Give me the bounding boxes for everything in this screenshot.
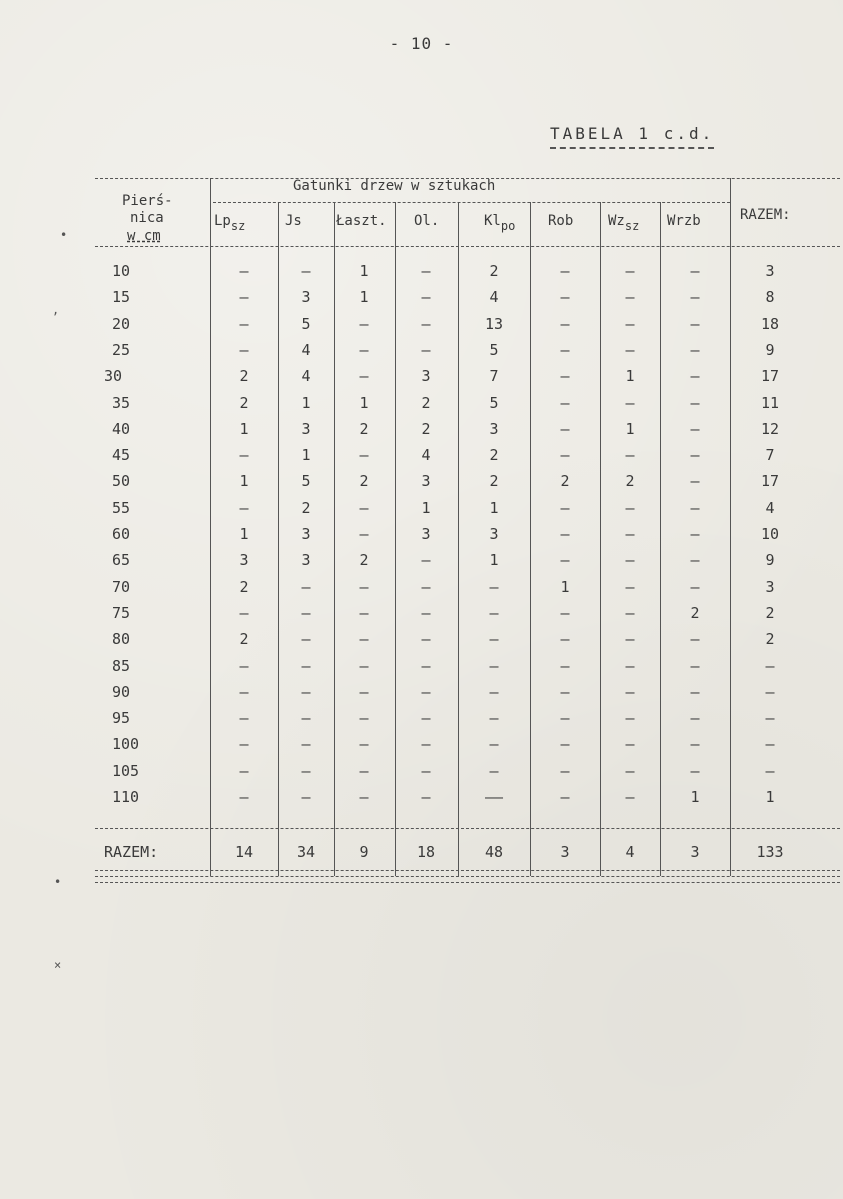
- count-cell: –: [690, 578, 700, 596]
- count-cell: 2: [625, 472, 635, 490]
- count-cell: –: [560, 288, 570, 306]
- count-cell: 3: [301, 551, 311, 569]
- count-cell: 2: [690, 604, 700, 622]
- count-cell: 1: [301, 446, 311, 464]
- count-cell: 1: [239, 420, 249, 438]
- diameter-cell: 105: [112, 762, 140, 780]
- count-cell: –: [560, 315, 570, 333]
- row-total-cell: 1: [765, 788, 775, 806]
- count-cell: –: [359, 367, 369, 385]
- count-cell: 3: [489, 525, 499, 543]
- count-cell: 2: [489, 472, 499, 490]
- count-cell: –: [560, 709, 570, 727]
- diameter-cell: 45: [112, 446, 131, 464]
- species-header: Js: [285, 213, 302, 229]
- count-cell: –: [489, 657, 499, 675]
- count-cell: –: [625, 630, 635, 648]
- count-cell: –: [301, 262, 311, 280]
- count-cell: ––: [484, 788, 504, 806]
- count-cell: –: [359, 709, 369, 727]
- count-cell: –: [421, 762, 431, 780]
- count-cell: –: [625, 604, 635, 622]
- count-cell: 1: [560, 578, 570, 596]
- count-cell: –: [239, 262, 249, 280]
- count-cell: –: [239, 288, 249, 306]
- count-cell: 1: [359, 262, 369, 280]
- count-cell: –: [625, 683, 635, 701]
- count-cell: –: [359, 762, 369, 780]
- margin-mark: ‚: [52, 303, 60, 317]
- diameter-cell: 25: [112, 341, 131, 359]
- count-cell: 4: [301, 367, 311, 385]
- count-cell: –: [239, 683, 249, 701]
- count-cell: –: [560, 762, 570, 780]
- count-cell: –: [239, 446, 249, 464]
- count-cell: –: [359, 578, 369, 596]
- count-cell: 5: [489, 394, 499, 412]
- species-header: Rob: [548, 213, 574, 229]
- count-cell: –: [560, 551, 570, 569]
- count-cell: –: [690, 446, 700, 464]
- diameter-header-line-3: w cm: [127, 228, 161, 244]
- count-cell: –: [690, 735, 700, 753]
- count-cell: –: [690, 709, 700, 727]
- diameter-cell: 55: [112, 499, 131, 517]
- count-cell: –: [690, 367, 700, 385]
- count-cell: –: [560, 367, 570, 385]
- count-cell: 2: [239, 578, 249, 596]
- count-cell: –: [359, 604, 369, 622]
- col-divider: [458, 202, 459, 876]
- count-cell: –: [489, 683, 499, 701]
- diameter-cell: 110: [112, 788, 140, 806]
- count-cell: –: [359, 735, 369, 753]
- count-cell: –: [560, 788, 570, 806]
- diameter-header-line-2: nica: [130, 210, 164, 226]
- count-cell: 3: [421, 472, 431, 490]
- count-cell: –: [625, 709, 635, 727]
- row-total-cell: 3: [765, 578, 775, 596]
- count-cell: –: [421, 341, 431, 359]
- count-cell: –: [560, 499, 570, 517]
- col-divider: [395, 202, 396, 876]
- count-cell: –: [421, 657, 431, 675]
- count-cell: –: [560, 630, 570, 648]
- count-cell: –: [359, 657, 369, 675]
- table-bottom-border-3: [95, 882, 840, 883]
- diameter-cell: 40: [112, 420, 131, 438]
- count-cell: –: [690, 394, 700, 412]
- count-cell: –: [690, 630, 700, 648]
- row-total-cell: 10: [760, 525, 780, 543]
- margin-mark: ×: [54, 958, 62, 972]
- row-total-cell: –: [765, 683, 775, 701]
- count-cell: 2: [489, 262, 499, 280]
- count-cell: –: [625, 525, 635, 543]
- count-cell: –: [489, 578, 499, 596]
- count-cell: –: [421, 735, 431, 753]
- row-total-cell: 4: [765, 499, 775, 517]
- count-cell: –: [625, 735, 635, 753]
- column-total-cell: 3: [560, 843, 570, 861]
- count-cell: 2: [489, 446, 499, 464]
- count-cell: 1: [421, 499, 431, 517]
- diameter-cell: 95: [112, 709, 131, 727]
- count-cell: –: [301, 788, 311, 806]
- count-cell: 2: [239, 630, 249, 648]
- count-cell: –: [359, 341, 369, 359]
- diameter-cell: 30: [104, 367, 123, 385]
- row-total-cell: 7: [765, 446, 775, 464]
- count-cell: –: [239, 499, 249, 517]
- species-header: Wrzb: [667, 213, 701, 229]
- count-cell: 13: [484, 315, 504, 333]
- diameter-cell: 70: [112, 578, 131, 596]
- totals-label: RAZEM:: [104, 843, 159, 861]
- count-cell: –: [625, 657, 635, 675]
- count-cell: –: [301, 630, 311, 648]
- count-cell: –: [560, 341, 570, 359]
- row-total-cell: 2: [765, 604, 775, 622]
- count-cell: –: [421, 578, 431, 596]
- diameter-cell: 60: [112, 525, 131, 543]
- count-cell: 3: [301, 525, 311, 543]
- count-cell: –: [690, 262, 700, 280]
- diameter-cell: 50: [112, 472, 131, 490]
- count-cell: –: [625, 288, 635, 306]
- count-cell: 1: [489, 499, 499, 517]
- header-bottom-border: [95, 246, 840, 247]
- count-cell: 3: [489, 420, 499, 438]
- species-header: Lpsz: [214, 213, 246, 233]
- table-bottom-border: [95, 870, 840, 871]
- count-cell: –: [625, 578, 635, 596]
- column-total-cell: 9: [359, 843, 369, 861]
- count-cell: –: [489, 604, 499, 622]
- count-cell: –: [239, 709, 249, 727]
- count-cell: –: [421, 551, 431, 569]
- species-header-line: [213, 202, 730, 203]
- count-cell: 1: [359, 288, 369, 306]
- count-cell: 3: [421, 367, 431, 385]
- count-cell: 1: [625, 420, 635, 438]
- row-total-cell: 2: [765, 630, 775, 648]
- count-cell: –: [690, 288, 700, 306]
- count-cell: –: [625, 446, 635, 464]
- col-divider: [600, 202, 601, 876]
- count-cell: –: [239, 315, 249, 333]
- count-cell: –: [301, 657, 311, 675]
- count-cell: 1: [690, 788, 700, 806]
- diameter-cell: 15: [112, 288, 131, 306]
- count-cell: 2: [421, 420, 431, 438]
- species-header: Klpo: [484, 213, 516, 233]
- col-divider: [278, 202, 279, 876]
- count-cell: 3: [421, 525, 431, 543]
- count-cell: 2: [359, 551, 369, 569]
- count-cell: –: [560, 262, 570, 280]
- column-total-cell: 48: [484, 843, 504, 861]
- row-total-cell: 8: [765, 288, 775, 306]
- col-divider: [210, 178, 211, 876]
- diameter-cell: 10: [112, 262, 131, 280]
- count-cell: –: [560, 604, 570, 622]
- count-cell: –: [421, 288, 431, 306]
- count-cell: –: [301, 683, 311, 701]
- count-cell: 1: [239, 472, 249, 490]
- species-group-title: Gatunki drzew w sztukach: [293, 178, 496, 194]
- diameter-cell: 65: [112, 551, 131, 569]
- count-cell: –: [421, 262, 431, 280]
- count-cell: –: [690, 525, 700, 543]
- diameter-cell: 75: [112, 604, 131, 622]
- species-header: Łaszt.: [336, 213, 387, 229]
- row-total-cell: 12: [760, 420, 780, 438]
- count-cell: –: [625, 551, 635, 569]
- count-cell: –: [239, 604, 249, 622]
- count-cell: –: [359, 630, 369, 648]
- count-cell: –: [690, 341, 700, 359]
- count-cell: –: [239, 788, 249, 806]
- count-cell: –: [239, 657, 249, 675]
- count-cell: –: [560, 657, 570, 675]
- count-cell: –: [239, 762, 249, 780]
- row-total-cell: 17: [760, 472, 780, 490]
- margin-mark: •: [54, 875, 62, 889]
- col-divider: [660, 202, 661, 876]
- col-divider: [730, 178, 731, 876]
- count-cell: –: [359, 683, 369, 701]
- count-cell: –: [359, 788, 369, 806]
- count-cell: –: [421, 788, 431, 806]
- row-total-cell: –: [765, 735, 775, 753]
- count-cell: –: [690, 315, 700, 333]
- count-cell: 5: [301, 472, 311, 490]
- count-cell: 1: [239, 525, 249, 543]
- count-cell: –: [301, 578, 311, 596]
- row-total-cell: 11: [760, 394, 780, 412]
- count-cell: –: [301, 604, 311, 622]
- count-cell: 7: [489, 367, 499, 385]
- count-cell: –: [489, 762, 499, 780]
- count-cell: 1: [489, 551, 499, 569]
- row-total-cell: –: [765, 657, 775, 675]
- count-cell: 2: [301, 499, 311, 517]
- row-total-cell: 18: [760, 315, 780, 333]
- count-cell: –: [625, 394, 635, 412]
- row-total-cell: –: [765, 762, 775, 780]
- count-cell: –: [359, 446, 369, 464]
- count-cell: –: [301, 735, 311, 753]
- col-divider: [334, 202, 335, 876]
- count-cell: –: [560, 683, 570, 701]
- count-cell: 2: [359, 472, 369, 490]
- column-total-cell: 3: [690, 843, 700, 861]
- count-cell: –: [421, 709, 431, 727]
- count-cell: –: [560, 525, 570, 543]
- count-cell: –: [690, 472, 700, 490]
- diameter-cell: 80: [112, 630, 131, 648]
- column-total-cell: 4: [625, 843, 635, 861]
- row-total-cell: 17: [760, 367, 780, 385]
- count-cell: –: [359, 499, 369, 517]
- margin-mark: •: [60, 228, 68, 242]
- grand-total-cell: 133: [756, 843, 784, 861]
- table-bottom-border-2: [95, 876, 840, 877]
- count-cell: –: [625, 341, 635, 359]
- row-total-cell: 3: [765, 262, 775, 280]
- count-cell: –: [560, 735, 570, 753]
- count-cell: 4: [489, 288, 499, 306]
- count-cell: –: [690, 683, 700, 701]
- count-cell: –: [489, 630, 499, 648]
- count-cell: –: [690, 420, 700, 438]
- count-cell: –: [690, 762, 700, 780]
- row-total-cell: 9: [765, 551, 775, 569]
- col-divider: [530, 202, 531, 876]
- table-title: TABELA 1 c.d.: [550, 124, 714, 149]
- count-cell: –: [625, 499, 635, 517]
- count-cell: 2: [560, 472, 570, 490]
- count-cell: 2: [239, 367, 249, 385]
- count-cell: 3: [301, 288, 311, 306]
- count-cell: –: [239, 341, 249, 359]
- count-cell: –: [625, 315, 635, 333]
- count-cell: 2: [239, 394, 249, 412]
- count-cell: –: [560, 420, 570, 438]
- count-cell: –: [690, 551, 700, 569]
- species-header: Wzsz: [608, 213, 640, 233]
- diameter-cell: 35: [112, 394, 131, 412]
- count-cell: –: [625, 262, 635, 280]
- species-header: Ol.: [414, 213, 440, 229]
- row-total-cell: –: [765, 709, 775, 727]
- totals-top-border: [95, 828, 840, 829]
- count-cell: –: [690, 657, 700, 675]
- page-number: - 10 -: [389, 34, 454, 53]
- count-cell: 5: [489, 341, 499, 359]
- diameter-cell: 85: [112, 657, 131, 675]
- count-cell: –: [359, 525, 369, 543]
- count-cell: 2: [359, 420, 369, 438]
- count-cell: 1: [301, 394, 311, 412]
- total-col-header: RAZEM:: [740, 207, 791, 223]
- count-cell: –: [560, 394, 570, 412]
- count-cell: –: [421, 604, 431, 622]
- row-total-cell: 9: [765, 341, 775, 359]
- column-total-cell: 18: [416, 843, 436, 861]
- count-cell: –: [489, 735, 499, 753]
- diameter-cell: 100: [112, 735, 140, 753]
- count-cell: 5: [301, 315, 311, 333]
- count-cell: –: [301, 762, 311, 780]
- count-cell: 3: [239, 551, 249, 569]
- count-cell: 3: [301, 420, 311, 438]
- count-cell: –: [625, 788, 635, 806]
- diameter-cell: 20: [112, 315, 131, 333]
- count-cell: 1: [625, 367, 635, 385]
- count-cell: –: [421, 315, 431, 333]
- count-cell: 4: [301, 341, 311, 359]
- count-cell: –: [359, 315, 369, 333]
- count-cell: –: [239, 735, 249, 753]
- count-cell: –: [690, 499, 700, 517]
- count-cell: 4: [421, 446, 431, 464]
- count-cell: –: [489, 709, 499, 727]
- count-cell: –: [421, 630, 431, 648]
- count-cell: –: [625, 762, 635, 780]
- column-total-cell: 14: [234, 843, 254, 861]
- column-total-cell: 34: [296, 843, 316, 861]
- count-cell: –: [421, 683, 431, 701]
- count-cell: 2: [421, 394, 431, 412]
- diameter-cell: 90: [112, 683, 131, 701]
- diameter-header-line-1: Pierś-: [122, 193, 173, 209]
- count-cell: 1: [359, 394, 369, 412]
- count-cell: –: [560, 446, 570, 464]
- count-cell: –: [301, 709, 311, 727]
